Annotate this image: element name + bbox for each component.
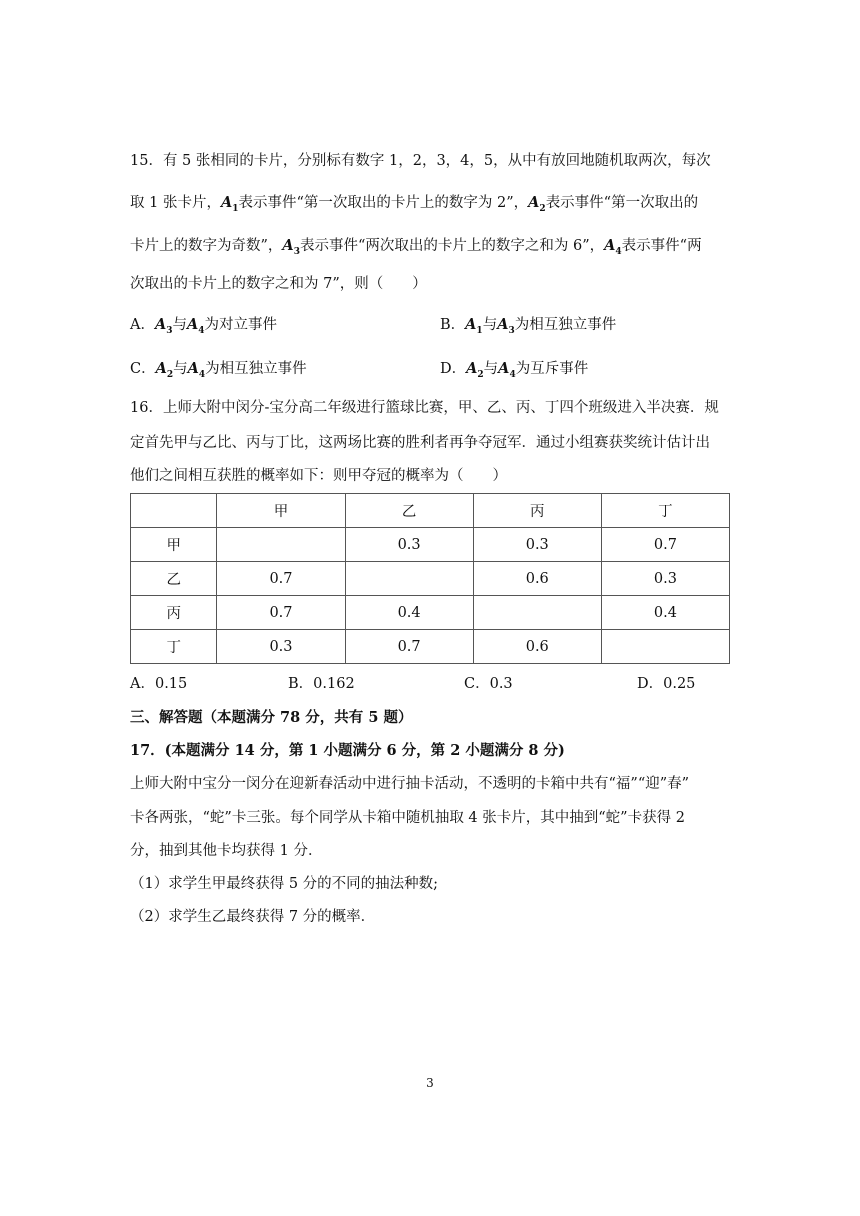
table-cell xyxy=(601,630,729,664)
table-cell: 0.3 xyxy=(345,528,473,562)
q17-sub-2: （2）求学生乙最终获得 7 分的概率． xyxy=(130,909,376,925)
q15-option-b[interactable]: B．$A_1$与$A_3$为相互独立事件 xyxy=(440,316,617,336)
q15-line-2-a: 取 1 张卡片， xyxy=(130,195,221,211)
table-cell: 0.6 xyxy=(473,630,601,664)
table-cell xyxy=(473,596,601,630)
table-cell: 0.3 xyxy=(473,528,601,562)
table-cell: 乙 xyxy=(131,562,217,596)
q16-line-3: 他们之间相互获胜的概率如下：则甲夺冠的概率为（ ） xyxy=(130,468,507,484)
q16-line-1: 16．上师大附中闵分-宝分高二年级进行篮球比赛，甲、乙、丙、丁四个班级进入半决赛．规 xyxy=(130,400,719,416)
q15-line-3-b: 表示事件“两次取出的卡片上的数字之和为 6”， xyxy=(299,238,605,254)
q17-sub-1: （1）求学生甲最终获得 5 分的不同的抽法种数; xyxy=(130,876,439,892)
table-cell: 0.7 xyxy=(345,630,473,664)
table-cell: 0.7 xyxy=(217,596,345,630)
table-header-cell xyxy=(131,494,217,528)
table-header-cell: 甲 xyxy=(217,494,345,528)
page-number: 3 xyxy=(426,1076,434,1090)
q16-option-b[interactable]: B．0.162 xyxy=(288,676,355,692)
table-row xyxy=(131,596,730,630)
table-cell: 丁 xyxy=(131,630,217,664)
table-cell: 0.7 xyxy=(217,562,345,596)
probability-table xyxy=(130,493,730,664)
table-cell: 0.3 xyxy=(601,562,729,596)
q15-line-3-c: 表示事件“两 xyxy=(621,238,702,254)
q17-title: 17．(本题满分 14 分，第 1 小题满分 6 分，第 2 小题满分 8 分) xyxy=(130,742,565,759)
q15-line-2-c: 表示事件“第一次取出的 xyxy=(545,195,699,211)
q16-option-d[interactable]: D．0.25 xyxy=(637,676,696,692)
table-cell: 甲 xyxy=(131,528,217,562)
table-cell: 0.3 xyxy=(217,630,345,664)
q15-option-d[interactable]: D．$A_2$与$A_4$为互斥事件 xyxy=(440,360,589,380)
table-cell: 丙 xyxy=(131,596,217,630)
q17-line-3: 分，抽到其他卡均获得 1 分． xyxy=(130,843,323,859)
q16-option-c[interactable]: C．0.3 xyxy=(464,676,513,692)
q17-line-2: 卡各两张，“蛇”卡三张。每个同学从卡箱中随机抽取 4 张卡片，其中抽到“蛇”卡获得 2 xyxy=(130,810,685,826)
q15-option-c[interactable]: C．$A_2$与$A_4$为相互独立事件 xyxy=(130,360,307,380)
math-a3: $A_3$ xyxy=(282,237,300,257)
table-cell: 0.4 xyxy=(601,596,729,630)
table-cell: 0.7 xyxy=(601,528,729,562)
table-row xyxy=(131,528,730,562)
section-3-title: 三、解答题（本题满分 78 分，共有 5 题） xyxy=(130,709,413,726)
q15-line-2 xyxy=(130,193,698,219)
table-cell xyxy=(345,562,473,596)
table-row xyxy=(131,562,730,596)
math-a4: $A_4$ xyxy=(604,237,622,257)
q15-line-3 xyxy=(130,236,702,262)
q15-line-4: 次取出的卡片上的数字之和为 7”，则（ ） xyxy=(130,276,427,292)
math-a1: $A_1$ xyxy=(220,194,239,214)
table-cell: 0.6 xyxy=(473,562,601,596)
table-header-cell: 丙 xyxy=(473,494,601,528)
q15-line-1: 15．有 5 张相同的卡片，分别标有数字 1，2，3，4，5，从中有放回地随机取两次，每次 xyxy=(130,153,711,169)
table-cell: 0.4 xyxy=(345,596,473,630)
q16-line-2: 定首先甲与乙比、丙与丁比，这两场比赛的胜利者再争夺冠军．通过小组赛获奖统计估计出 xyxy=(130,435,710,451)
q17-line-1: 上师大附中宝分一闵分在迎新春活动中进行抽卡活动，不透明的卡箱中共有“福”“迎”春” xyxy=(130,776,690,792)
math-a2: $A_2$ xyxy=(528,194,546,214)
q15-line-2-b: 表示事件“第一次取出的卡片上的数字为 2”， xyxy=(238,195,529,211)
table-row xyxy=(131,630,730,664)
table-header-cell: 乙 xyxy=(345,494,473,528)
q15-option-a[interactable]: A．$A_3$与$A_4$为对立事件 xyxy=(130,316,278,336)
q15-line-3-a: 卡片上的数字为奇数”， xyxy=(130,238,283,254)
table-header-row xyxy=(131,494,730,528)
q16-option-a[interactable]: A．0.15 xyxy=(130,676,188,692)
table-header-cell: 丁 xyxy=(601,494,729,528)
table-cell xyxy=(217,528,345,562)
